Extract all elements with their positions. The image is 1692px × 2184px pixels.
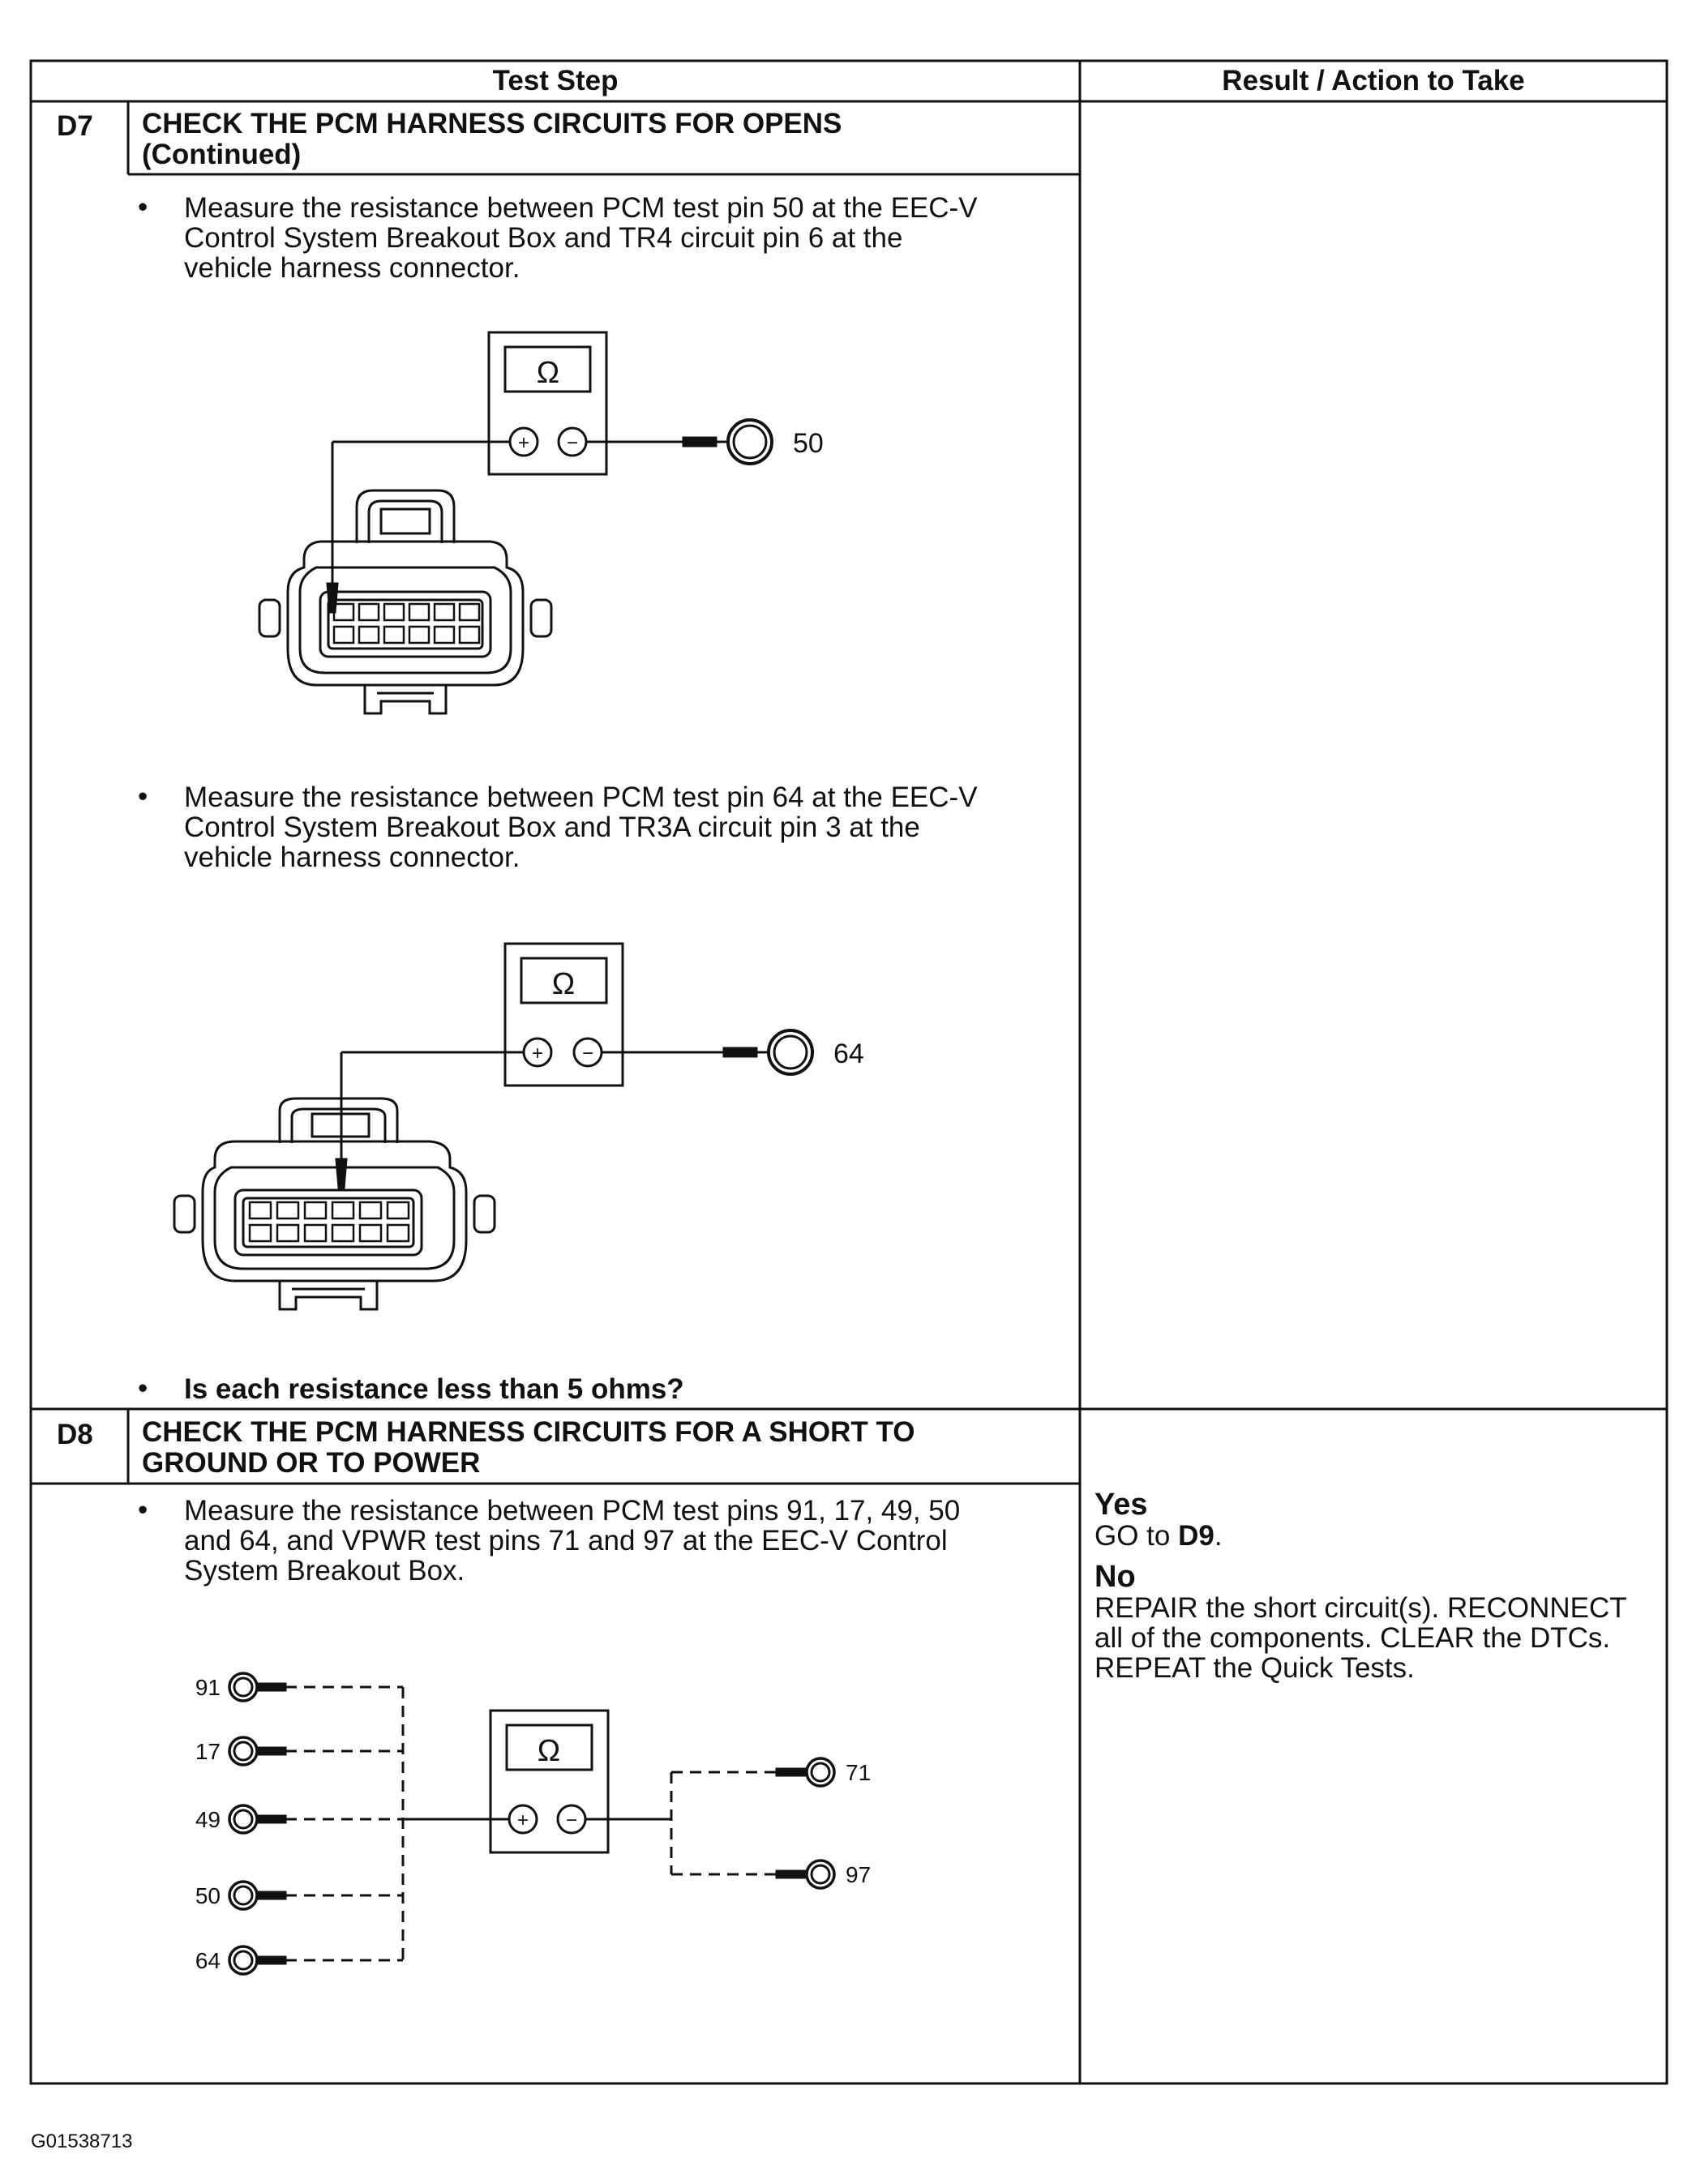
plus-label-3: + (516, 1809, 529, 1831)
step-title-d7-line2: (Continued) (142, 139, 302, 170)
d8-instruction-1-line2: and 64, and VPWR test pins 71 and 97 at the EEC-V Control (184, 1525, 948, 1557)
bullet-dot: • (138, 781, 148, 812)
step-id-d8: D8 (57, 1419, 93, 1450)
d8-instruction-1-line3: System Breakout Box. (184, 1555, 465, 1587)
yes-target-step: D9 (1178, 1520, 1214, 1552)
bullet-dot: • (138, 1494, 148, 1526)
ohm-symbol-2: Ω (551, 967, 576, 1001)
pin-label-71: 71 (846, 1760, 872, 1785)
pin-label-64: 64 (195, 1948, 221, 1973)
d7-question: Is each resistance less than 5 ohms? (184, 1373, 684, 1405)
bullet-dot: • (138, 191, 148, 223)
ohm-symbol-1: Ω (536, 356, 560, 390)
no-action-line1: REPAIR the short circuit(s). RECONNECT (1094, 1592, 1627, 1624)
d7-instruction-2-line1: Measure the resistance between PCM test pin 64 at the EEC-V (184, 782, 978, 813)
pin-label-17: 17 (195, 1739, 221, 1764)
ohm-symbol-3: Ω (537, 1734, 561, 1768)
ohmmeter-3 (490, 1711, 608, 1852)
d7-instruction-1-line2: Control System Breakout Box and TR4 circuit pin 6 at the (184, 222, 903, 254)
step-title-d8-line2: GROUND OR TO POWER (142, 1447, 481, 1479)
yes-label: Yes (1094, 1488, 1148, 1522)
pin-label-49: 49 (195, 1807, 221, 1832)
step-id-d7: D7 (57, 110, 93, 142)
no-action-line3: REPEAT the Quick Tests. (1094, 1652, 1415, 1684)
header-result-action: Result / Action to Take (1222, 65, 1525, 96)
left-pin-group (229, 1673, 285, 1974)
no-action-line2: all of the components. CLEAR the DTCs. (1094, 1622, 1611, 1654)
pin-label-50: 50 (195, 1883, 221, 1908)
d7-instruction-1-line3: vehicle harness connector. (184, 252, 520, 284)
pin-label-91: 91 (195, 1675, 221, 1700)
yes-action-prefix: GO to (1094, 1520, 1179, 1552)
bullet-dot: • (138, 1372, 148, 1404)
step-title-d8-line1: CHECK THE PCM HARNESS CIRCUITS FOR A SHORT TO (142, 1416, 915, 1448)
minus-label-3: − (565, 1809, 578, 1831)
d7-instruction-2-line2: Control System Breakout Box and TR3A circuit pin 3 at the (184, 812, 920, 843)
pin-label-50: 50 (793, 428, 824, 459)
d8-instruction-1-line1: Measure the resistance between PCM test pins 91, 17, 49, 50 (184, 1495, 961, 1527)
header-test-step: Test Step (492, 65, 619, 96)
yes-action-suffix: . (1214, 1520, 1223, 1552)
minus-label-1: − (566, 432, 579, 454)
step-title-d7-line1: CHECK THE PCM HARNESS CIRCUITS FOR OPENS (142, 108, 842, 139)
pin-label-64: 64 (833, 1038, 864, 1069)
d7-instruction-1-line1: Measure the resistance between PCM test pin 50 at the EEC-V (184, 192, 978, 224)
plus-label-2: + (531, 1043, 544, 1064)
no-label: No (1094, 1560, 1136, 1594)
d7-instruction-2-line3: vehicle harness connector. (184, 841, 520, 873)
pin-label-97: 97 (846, 1862, 872, 1887)
figure-id: G01538713 (31, 2130, 133, 2152)
plus-label-1: + (517, 432, 530, 454)
minus-label-2: − (581, 1043, 594, 1064)
right-pin-group (777, 1758, 834, 1888)
